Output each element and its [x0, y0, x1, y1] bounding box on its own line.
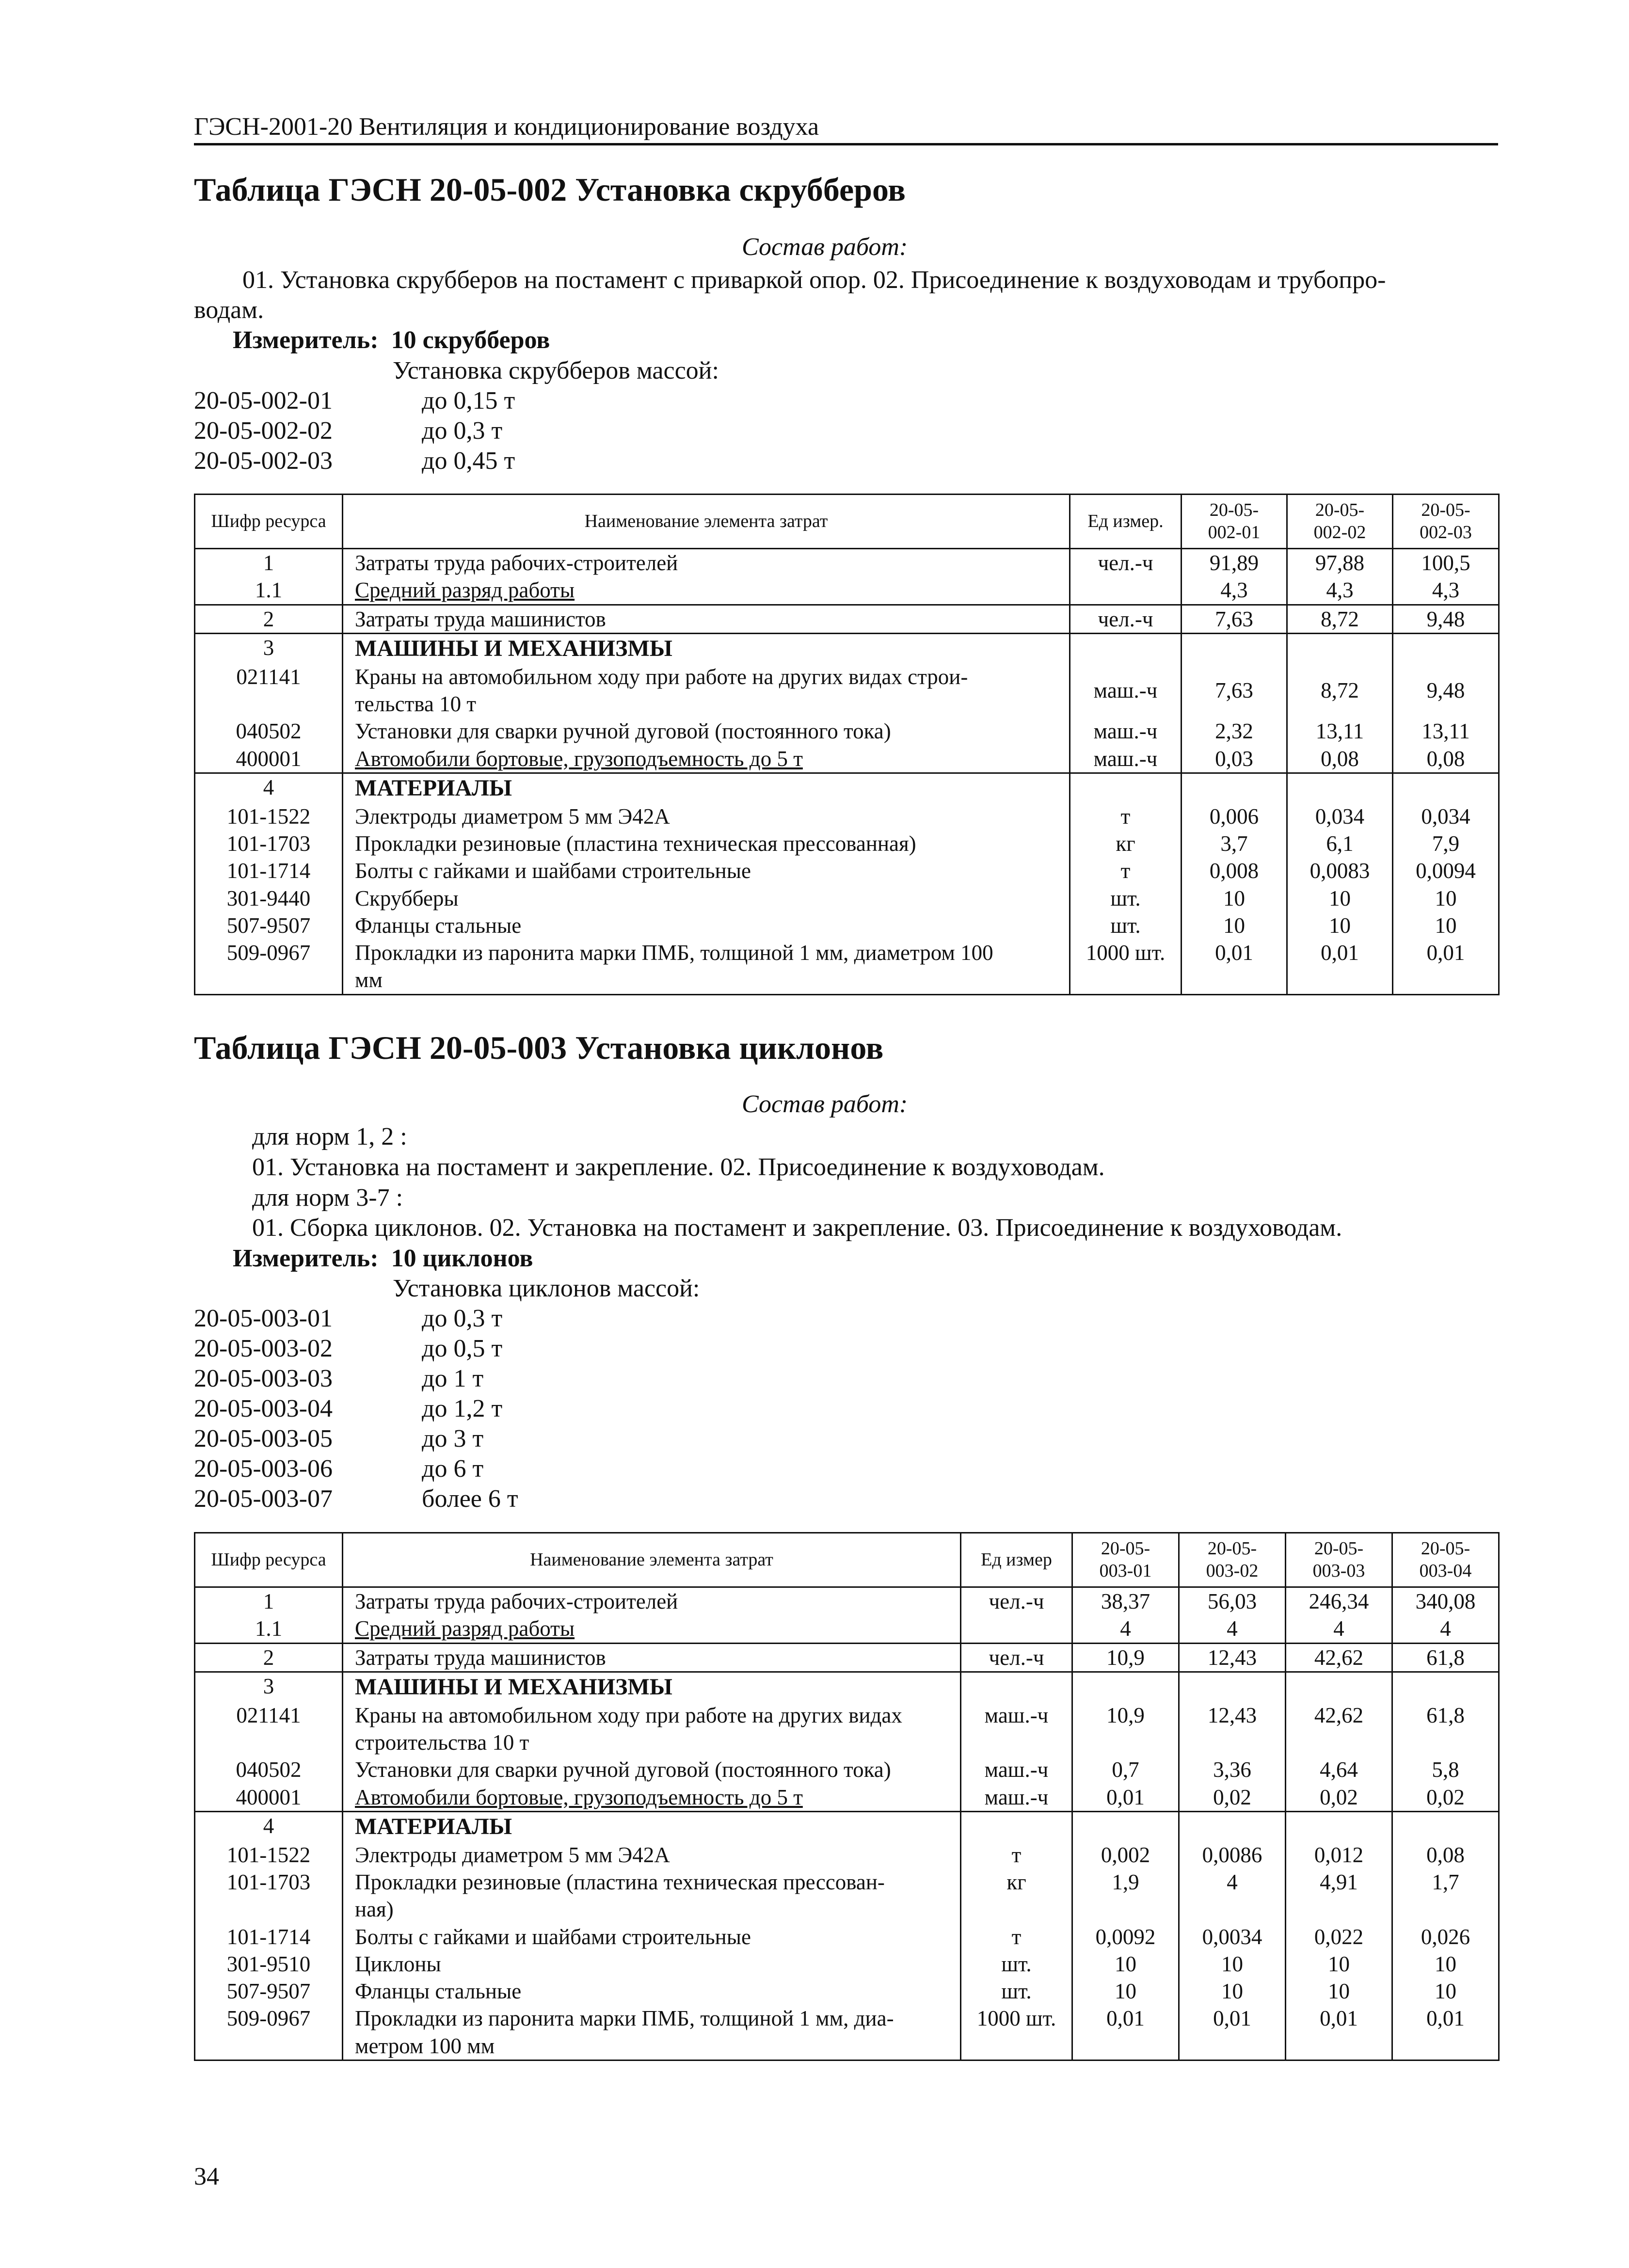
t2-norm-row	[194, 1424, 483, 1453]
norm-desc: до 1 т	[422, 1365, 484, 1392]
table-row: 101-1522 Электроды диаметром 5 мм Э42А т 0,006 0,034 0,034	[195, 803, 1499, 830]
table-row: 1 Затраты труда рабочих-строителей чел.-ч 91,89 97,88 100,5	[195, 549, 1499, 577]
norm-desc: до 0,45 т	[422, 447, 515, 475]
table-row: 2 Затраты труда машинистов чел.-ч 7,63 8,72 9,48	[195, 605, 1499, 633]
norm-code: 20-05-002-03	[194, 447, 333, 475]
t2-norm-row	[194, 1364, 483, 1393]
table-row: 040502 Установки для сварки ручной дуговой (постоянного тока) маш.-ч 2,32 13,11 13,11	[195, 718, 1499, 745]
col-header-norm: 20-05- 002-01	[1182, 495, 1287, 549]
norm-desc: до 3 т	[422, 1425, 484, 1453]
t1-norm-row	[194, 386, 515, 415]
norm-code: 20-05-003-05	[194, 1425, 333, 1453]
table-row: 021141 Краны на автомобильном ходу при работе на других видах строи- тельства 10 т маш.-ч 7,63 8,72 9,48	[195, 663, 1499, 718]
t2-norm-row	[194, 1394, 502, 1423]
norm-desc: до 0,15 т	[422, 387, 515, 415]
table-row: 509-0967 Прокладки из паронита марки ПМБ, толщиной 1 мм, диаметром 100 мм 1000 шт. 0,01 0,01 0,01	[195, 939, 1499, 994]
norm-desc: до 0,3 т	[422, 417, 503, 445]
t1-resource-table	[194, 494, 1500, 995]
page-number: 34	[194, 2163, 219, 2190]
col-header-code: Шифр ресурса	[195, 495, 343, 549]
t2-group1-work: 01. Установка на постамент и закрепление. 02. Присоединение к воздуховодам.	[252, 1153, 1105, 1181]
measure-value: 10 скрубберов	[391, 326, 550, 354]
norm-code: 20-05-003-04	[194, 1395, 333, 1422]
table-row: 400001 Автомобили бортовые, грузоподъемность до 5 т маш.-ч 0,01 0,02 0,02 0,02	[195, 1784, 1499, 1812]
col-header-norm: 20-05- 003-03	[1286, 1533, 1392, 1587]
measure-value: 10 циклонов	[391, 1245, 533, 1272]
t2-group1-label: для норм 1, 2 :	[252, 1123, 407, 1150]
t1-work-heading: Состав работ:	[742, 233, 908, 261]
norm-desc: до 0,3 т	[422, 1305, 503, 1332]
col-header-name: Наименование элемента затрат	[343, 1533, 961, 1587]
norm-desc: до 6 т	[422, 1455, 484, 1483]
measure-label: Измеритель:	[233, 1245, 379, 1272]
t2-norm-row	[194, 1304, 502, 1333]
norm-desc: до 1,2 т	[422, 1395, 503, 1422]
t2-measure	[233, 1244, 533, 1273]
norm-code: 20-05-003-07	[194, 1485, 333, 1513]
col-header-norm: 20-05- 002-03	[1393, 495, 1499, 549]
t1-norm-row	[194, 447, 515, 475]
table-row: 101-1714 Болты с гайками и шайбами строительные т 0,0092 0,0034 0,022 0,026	[195, 1923, 1499, 1950]
table-row: 101-1703 Прокладки резиновые (пластина техническая прессованная) кг 3,7 6,1 7,9	[195, 830, 1499, 857]
t1-install-caption: Установка скрубберов массой:	[393, 357, 719, 384]
norm-code: 20-05-003-02	[194, 1335, 333, 1362]
t2-norm-row	[194, 1454, 483, 1483]
table-row: 1.1 Средний разряд работы 4,3 4,3 4,3	[195, 576, 1499, 605]
t1-measure	[233, 326, 550, 354]
table-row: 101-1714 Болты с гайками и шайбами строительные т 0,008 0,0083 0,0094	[195, 857, 1499, 884]
t2-group2-work: 01. Сборка циклонов. 02. Установка на постамент и закрепление. 03. Присоединение к воздуховодам.	[252, 1214, 1342, 1242]
measure-label: Измеритель:	[233, 326, 379, 354]
norm-code: 20-05-003-06	[194, 1455, 333, 1483]
col-header-unit: Ед измер	[961, 1533, 1072, 1587]
table-row: 301-9510 Циклоны шт. 10 10 10 10	[195, 1950, 1499, 1978]
col-header-norm: 20-05- 003-01	[1072, 1533, 1179, 1587]
norm-code: 20-05-002-02	[194, 417, 333, 445]
table-row: 400001 Автомобили бортовые, грузоподъемность до 5 т маш.-ч 0,03 0,08 0,08	[195, 745, 1499, 773]
norm-code: 20-05-003-03	[194, 1365, 333, 1392]
table-row: 040502 Установки для сварки ручной дуговой (постоянного тока) маш.-ч 0,7 3,36 4,64 5,8	[195, 1756, 1499, 1783]
t2-title: Таблица ГЭСН 20-05-003 Установка циклонов	[194, 1029, 884, 1066]
section-row: 3 МАШИНЫ И МЕХАНИЗМЫ	[195, 1672, 1499, 1702]
col-header-name: Наименование элемента затрат	[343, 495, 1070, 549]
table-row: 509-0967 Прокладки из паронита марки ПМБ, толщиной 1 мм, диа- метром 100 мм 1000 шт. 0,01 0,01 0,01 0,01	[195, 2005, 1499, 2060]
table-row: 507-9507 Фланцы стальные шт. 10 10 10 10	[195, 1978, 1499, 2005]
t1-norm-row	[194, 416, 502, 445]
t2-group2-label: для норм 3-7 :	[252, 1184, 403, 1212]
t1-work-line-2: водам.	[194, 296, 264, 324]
norm-desc: до 0,5 т	[422, 1335, 503, 1362]
section-row: 4 МАТЕРИАЛЫ	[195, 773, 1499, 803]
t2-work-heading: Состав работ:	[742, 1090, 908, 1118]
norm-code: 20-05-002-01	[194, 387, 333, 415]
t2-install-caption: Установка циклонов массой:	[393, 1275, 700, 1302]
table-row: 101-1703 Прокладки резиновые (пластина техническая прессован- ная) кг 1,9 4 4,91 1,7	[195, 1869, 1499, 1923]
col-header-norm: 20-05- 003-02	[1179, 1533, 1286, 1587]
t1-work-line-1: 01. Установка скрубберов на постамент с приваркой опор. 02. Присоединение к воздуховодам и трубопро-	[242, 266, 1386, 294]
norm-code: 20-05-003-01	[194, 1305, 333, 1332]
norm-desc: более 6 т	[422, 1485, 518, 1513]
col-header-code: Шифр ресурса	[195, 1533, 343, 1587]
col-header-unit: Ед измер.	[1070, 495, 1182, 549]
table-row: 101-1522 Электроды диаметром 5 мм Э42А т 0,002 0,0086 0,012 0,08	[195, 1841, 1499, 1869]
table-row: 1.1 Средний разряд работы 4 4 4 4	[195, 1615, 1499, 1643]
table-row: 2 Затраты труда машинистов чел.-ч 10,9 12,43 42,62 61,8	[195, 1643, 1499, 1672]
section-row: 4 МАТЕРИАЛЫ	[195, 1811, 1499, 1841]
t2-norm-row	[194, 1485, 518, 1513]
table-row: 301-9440 Скрубберы шт. 10 10 10	[195, 885, 1499, 912]
table-row: 507-9507 Фланцы стальные шт. 10 10 10	[195, 912, 1499, 939]
t2-resource-table	[194, 1532, 1500, 2061]
t1-title: Таблица ГЭСН 20-05-002 Установка скрубберов	[194, 171, 906, 208]
table-row: 1 Затраты труда рабочих-строителей чел.-ч 38,37 56,03 246,34 340,08	[195, 1587, 1499, 1615]
running-header: ГЭСН-2001-20 Вентиляция и кондиционирование воздуха	[194, 112, 1498, 145]
section-row: 3 МАШИНЫ И МЕХАНИЗМЫ	[195, 633, 1499, 663]
t2-norm-row	[194, 1334, 502, 1363]
col-header-norm: 20-05- 003-04	[1392, 1533, 1499, 1587]
col-header-norm: 20-05- 002-02	[1287, 495, 1393, 549]
table-row: 021141 Краны на автомобильном ходу при работе на других видах строительства 10 т маш.-ч 10,9 12,43 42,62 61,8	[195, 1702, 1499, 1757]
